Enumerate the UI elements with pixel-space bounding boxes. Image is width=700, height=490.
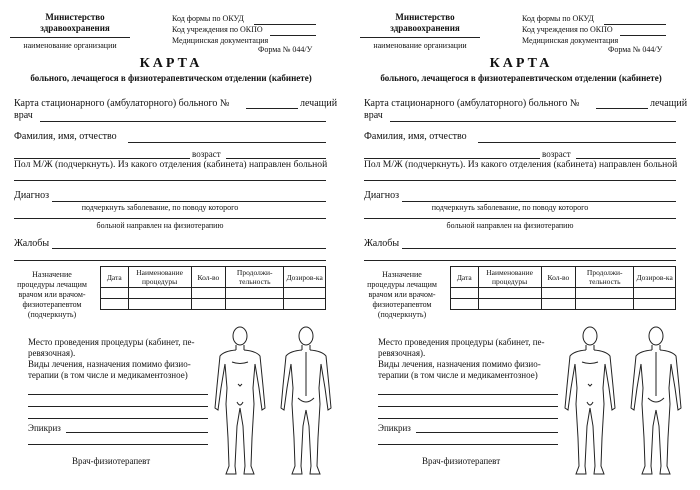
doctor-label: врач xyxy=(14,110,33,121)
complaints-label: Жалобы xyxy=(14,238,50,249)
diagnosis-hint1: подчеркнуть заболевание, по поводу которого xyxy=(81,203,239,212)
col-duration: Продолжи-тельность xyxy=(576,267,634,288)
notes-line[interactable] xyxy=(28,406,208,407)
ministry-line1: Министерство xyxy=(45,12,105,22)
diagnosis-label: Диагноз xyxy=(14,190,50,201)
med-doc-label: Медицинская документация xyxy=(172,36,269,45)
other-treatment-line: Виды лечения, назначения помимо физио- xyxy=(378,359,541,369)
okpo-label: Код учреждения по ОКПО xyxy=(172,25,263,34)
place-label-line: Место проведения процедуры (кабинет, пе- xyxy=(378,337,545,347)
form-subtitle: больного, лечащегося в физиотерапевтическом отделении (кабинете) xyxy=(380,73,662,83)
sex-dept-label: Пол М/Ж (подчеркнуть). Из какого отделения (кабинета) направлен больной xyxy=(364,159,678,170)
form-title: КАРТА xyxy=(489,56,553,71)
okpo-line[interactable] xyxy=(620,35,666,36)
okpo-label: Код учреждения по ОКПО xyxy=(522,25,613,34)
right-form xyxy=(350,0,692,490)
table-header-row xyxy=(101,267,326,288)
table-row[interactable] xyxy=(451,288,676,299)
prescription-label-line: (подчеркнуть) xyxy=(27,310,77,319)
col-dosage: Дозиров-ка xyxy=(284,267,326,288)
prescription-label-line: Назначение xyxy=(32,270,72,279)
table-row[interactable] xyxy=(101,299,326,310)
table-row[interactable] xyxy=(101,288,326,299)
procedure-table xyxy=(100,266,326,310)
org-name-caption: наименование организации xyxy=(23,41,117,50)
prescription-label xyxy=(14,270,90,320)
ministry-line1: Министерство xyxy=(395,12,455,22)
full-name-line[interactable] xyxy=(478,142,676,143)
place-label-line: ревязочная). xyxy=(378,348,426,358)
attending-label: лечащий xyxy=(650,98,688,109)
place-label-line: ревязочная). xyxy=(28,348,76,358)
col-date: Дата xyxy=(101,267,129,288)
left-form xyxy=(0,0,342,490)
other-treatment-line: терапии (в том числе и медикаментозное) xyxy=(28,370,188,380)
epicrisis-line[interactable] xyxy=(416,432,558,433)
card-no-line[interactable] xyxy=(246,108,298,109)
form-number: Форма № 044/У xyxy=(608,45,663,54)
place-label xyxy=(28,337,195,381)
prescription-label-line: (подчеркнуть) xyxy=(377,310,427,319)
card-no-label: Карта стационарного (амбулаторного) больного № xyxy=(14,98,230,109)
org-name-line xyxy=(360,37,480,38)
card-no-line[interactable] xyxy=(596,108,648,109)
dept-line[interactable] xyxy=(14,180,326,181)
prescription-label xyxy=(364,270,440,320)
prescription-label-line: физиотерапевтом xyxy=(372,300,432,309)
org-name-line xyxy=(10,37,130,38)
complaints-label: Жалобы xyxy=(364,238,400,249)
form-number: Форма № 044/У xyxy=(258,45,313,54)
diagnosis-label: Диагноз xyxy=(364,190,400,201)
diagnosis-line1[interactable] xyxy=(402,201,676,202)
complaints-line1[interactable] xyxy=(52,248,326,249)
full-name-label: Фамилия, имя, отчество xyxy=(364,131,467,142)
complaints-line2[interactable] xyxy=(364,260,676,261)
prescription-label-line: процедуры лечащим xyxy=(367,280,437,289)
place-label-line: Место проведения процедуры (кабинет, пе- xyxy=(28,337,195,347)
body-front-figure xyxy=(212,326,268,478)
org-name-caption: наименование организации xyxy=(373,41,467,50)
notes-line[interactable] xyxy=(378,418,558,419)
diagnosis-line2[interactable] xyxy=(364,218,676,219)
diagnosis-hint2: больной направлен на физиотерапию xyxy=(96,221,224,230)
age-label: возраст xyxy=(542,149,571,159)
med-doc-label: Медицинская документация xyxy=(522,36,619,45)
prescription-label-line: Назначение xyxy=(382,270,422,279)
body-back-figure xyxy=(278,326,334,478)
diagnosis-hint1: подчеркнуть заболевание, по поводу которого xyxy=(431,203,589,212)
doctor-label: врач xyxy=(364,110,383,121)
prescription-label-line: физиотерапевтом xyxy=(22,300,82,309)
okud-line[interactable] xyxy=(254,24,316,25)
col-procedure: Наименование процедуры xyxy=(478,267,541,288)
complaints-line1[interactable] xyxy=(402,248,676,249)
notes-line[interactable] xyxy=(378,394,558,395)
other-treatment-line: терапии (в том числе и медикаментозное) xyxy=(378,370,538,380)
body-back-figure xyxy=(628,326,684,478)
card-no-label: Карта стационарного (амбулаторного) больного № xyxy=(364,98,580,109)
col-dosage: Дозиров-ка xyxy=(634,267,676,288)
okpo-line[interactable] xyxy=(270,35,316,36)
sex-dept-label: Пол М/Ж (подчеркнуть). Из какого отделения (кабинета) направлен больной xyxy=(14,159,328,170)
prescription-label-line: врачом или врачом- xyxy=(368,290,436,299)
form-subtitle: больного, лечащегося в физиотерапевтическом отделении (кабинете) xyxy=(30,73,312,83)
okud-label: Код формы по ОКУД xyxy=(172,14,244,23)
epicrisis-line[interactable] xyxy=(28,444,208,445)
okud-label: Код формы по ОКУД xyxy=(522,14,594,23)
table-header-row xyxy=(451,267,676,288)
col-count: Кол-во xyxy=(541,267,576,288)
col-duration: Продолжи-тельность xyxy=(226,267,284,288)
complaints-line2[interactable] xyxy=(14,260,326,261)
doctor-line[interactable] xyxy=(40,121,326,122)
table-row[interactable] xyxy=(451,299,676,310)
diagnosis-hint2: больной направлен на физиотерапию xyxy=(446,221,574,230)
other-treatment-line: Виды лечения, назначения помимо физио- xyxy=(28,359,191,369)
signature-label: Врач-физиотерапевт xyxy=(422,456,501,466)
dept-line[interactable] xyxy=(364,180,676,181)
diagnosis-line1[interactable] xyxy=(52,201,326,202)
okud-line[interactable] xyxy=(604,24,666,25)
col-procedure: Наименование процедуры xyxy=(128,267,191,288)
epicrisis-label: Эпикриз xyxy=(28,423,61,433)
age-label: возраст xyxy=(192,149,221,159)
epicrisis-line[interactable] xyxy=(66,432,208,433)
notes-line[interactable] xyxy=(28,418,208,419)
prescription-label-line: врачом или врачом- xyxy=(18,290,86,299)
ministry-line2: здравоохранения xyxy=(40,23,110,33)
col-count: Кол-во xyxy=(191,267,226,288)
prescription-label-line: процедуры лечащим xyxy=(17,280,87,289)
signature-label: Врач-физиотерапевт xyxy=(72,456,151,466)
full-name-label: Фамилия, имя, отчество xyxy=(14,131,117,142)
epicrisis-label: Эпикриз xyxy=(378,423,411,433)
ministry-line2: здравоохранения xyxy=(390,23,460,33)
col-date: Дата xyxy=(451,267,479,288)
full-name-line[interactable] xyxy=(128,142,326,143)
epicrisis-line[interactable] xyxy=(378,444,558,445)
notes-line[interactable] xyxy=(378,406,558,407)
procedure-table xyxy=(450,266,676,310)
notes-line[interactable] xyxy=(28,394,208,395)
place-label xyxy=(378,337,545,381)
form-title: КАРТА xyxy=(139,56,203,71)
doctor-line[interactable] xyxy=(390,121,676,122)
body-front-figure xyxy=(562,326,618,478)
diagnosis-line2[interactable] xyxy=(14,218,326,219)
attending-label: лечащий xyxy=(300,98,338,109)
